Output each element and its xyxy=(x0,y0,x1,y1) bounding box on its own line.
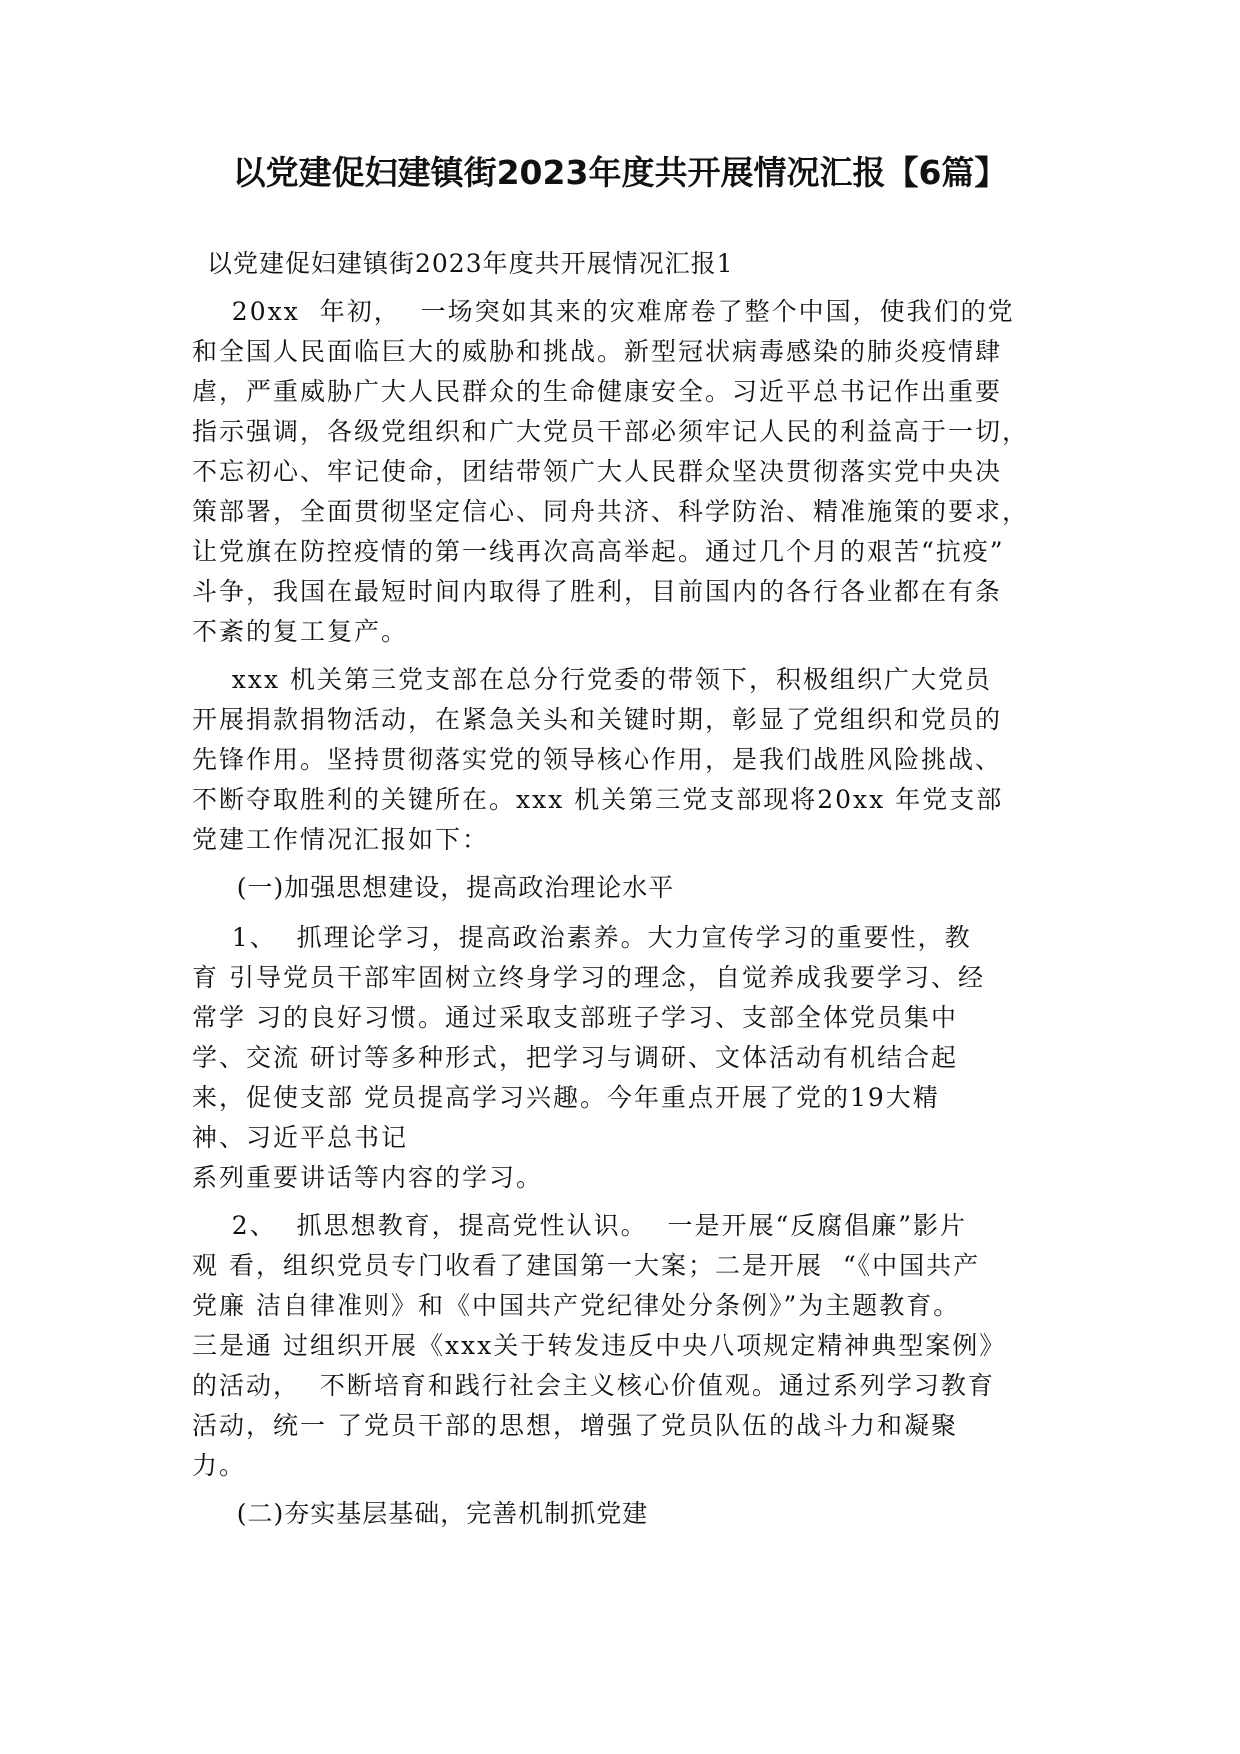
paragraph-line: xxx 机关第三党支部在总分行党委的带领下，积极组织广大党员 xyxy=(192,665,993,694)
paragraph-line: 育 引导党员干部牢固树立终身学习的理念，自觉养成我要学习、经 xyxy=(192,963,985,992)
paragraph-line: 观 看，组织党员专门收看了建国第一大案；二是开展 “《中国共产 xyxy=(192,1251,981,1280)
paragraph-line: 先锋作用。坚持贯彻落实党的领导核心作用，是我们战胜风险挑战、 xyxy=(192,745,1003,774)
paragraph-line: 的活动， 不断培育和践行社会主义核心价值观。通过系列学习教育 xyxy=(192,1371,995,1400)
paragraph-line: 让党旗在防控疫情的第一线再次高高举起。通过几个月的艰苦“抗疫” xyxy=(192,537,1005,566)
document-title: 以党建促妇建镇街2023年度共开展情况汇报【6篇】 xyxy=(232,153,1008,192)
section-subtitle: 以党建促妇建镇街2023年度共开展情况汇报1 xyxy=(207,249,734,278)
paragraph-line: 来，促使支部 党员提高学习兴趣。今年重点开展了党的19大精 xyxy=(192,1083,940,1112)
paragraph-line: 神、习近平总书记 xyxy=(192,1123,409,1152)
paragraph-line: 和全国人民面临巨大的威胁和挑战。新型冠状病毒感染的肺炎疫情肆 xyxy=(192,337,1003,366)
paragraph-line: 策部署，全面贯彻坚定信心、同舟共济、科学防治、精准施策的要求， xyxy=(192,497,1030,526)
paragraph-line: 学、交流 研讨等多种形式，把学习与调研、文体活动有机结合起 xyxy=(192,1043,958,1072)
paragraph-line: 不断夺取胜利的关键所在。xxx 机关第三党支部现将20xx 年党支部 xyxy=(192,785,1004,814)
section-heading: (一)加强思想建设，提高政治理论水平 xyxy=(192,873,675,902)
paragraph-line: 不忘初心、牢记使命，团结带领广大人民群众坚决贯彻落实党中央决 xyxy=(192,457,1003,486)
paragraph-line: 常学 习的良好习惯。通过采取支部班子学习、支部全体党员集中 xyxy=(192,1003,958,1032)
paragraph-line: 斗争，我国在最短时间内取得了胜利，目前国内的各行各业都在有条 xyxy=(192,577,1003,606)
paragraph-line: 虐，严重威胁广大人民群众的生命健康安全。习近平总书记作出重要 xyxy=(192,377,1003,406)
paragraph-line: 20xx 年初， 一场突如其来的灾难席卷了整个中国，使我们的党 xyxy=(192,297,1015,326)
paragraph-line: 2、 抓思想教育，提高党性认识。 一是开展“反腐倡廉”影片 xyxy=(192,1211,968,1240)
paragraph-line: 三是通 过组织开展《xxx关于转发违反中央八项规定精神典型案例》 xyxy=(192,1331,1007,1360)
paragraph-line: 活动，统一 了党员干部的思想，增强了党员队伍的战斗力和凝聚 xyxy=(192,1411,958,1440)
paragraph-line: 开展捐款捐物活动，在紧急关头和关键时期，彰显了党组织和党员的 xyxy=(192,705,1003,734)
paragraph-line: 党建工作情况汇报如下： xyxy=(192,825,490,854)
paragraph-line: 系列重要讲话等内容的学习。 xyxy=(192,1163,544,1192)
paragraph-line: 力。 xyxy=(192,1451,247,1480)
paragraph-line: 1、 抓理论学习，提高政治素养。大力宣传学习的重要性，教 xyxy=(192,923,972,952)
paragraph-line: 指示强调，各级党组织和广大党员干部必须牢记人民的利益高于一切， xyxy=(192,417,1030,446)
paragraph-line: 不紊的复工复产。 xyxy=(192,617,409,646)
section-heading: (二)夯实基层基础，完善机制抓党建 xyxy=(192,1499,649,1528)
paragraph-line: 党廉 洁自律准则》和《中国共产党纪律处分条例》”为主题教育。 xyxy=(192,1291,961,1320)
